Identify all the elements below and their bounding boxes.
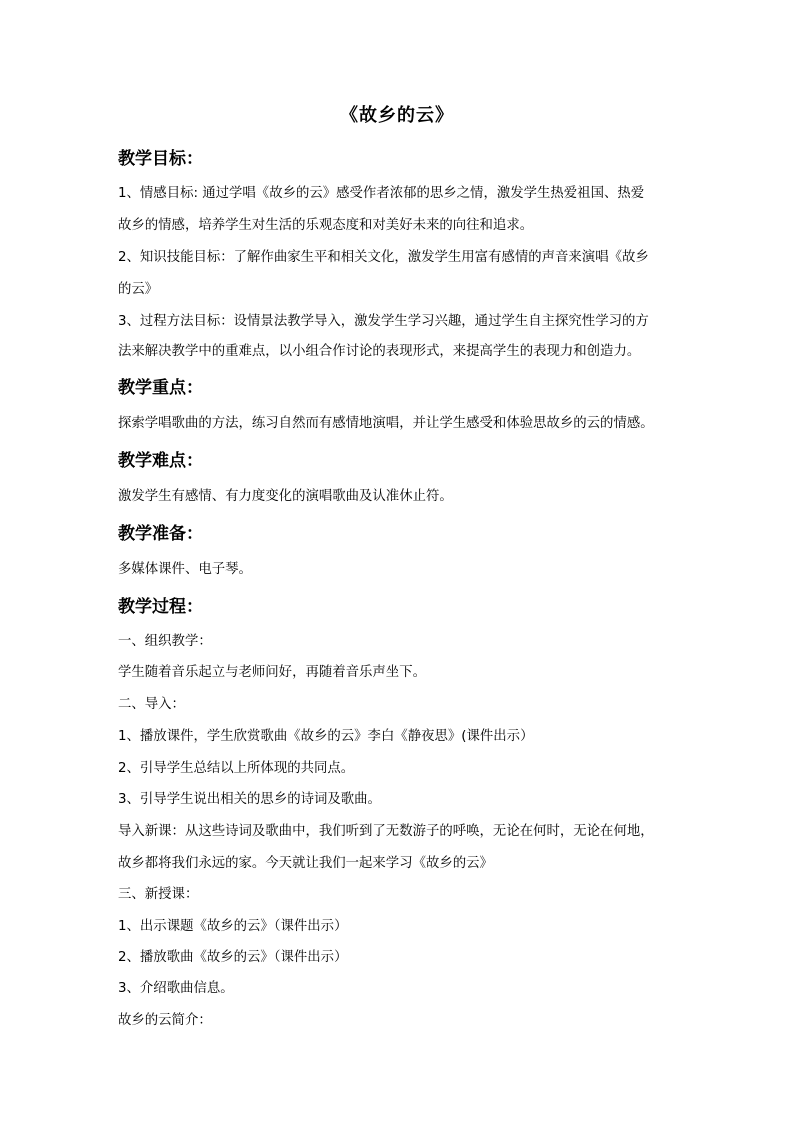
process-line-7: 导入新课：从这些诗词及歌曲中，我们听到了无数游子的呼唤，无论在何时，无论在何地， — [118, 824, 654, 839]
process-line-2: 学生随着音乐起立与老师问好，再随着音乐声坐下。 — [118, 665, 426, 680]
goals-line-6: 法来解决教学中的重难点，以小组合作讨论的表现形式，来提高学生的表现力和创造力。 — [118, 344, 641, 359]
heading-teaching-goals: 教学目标： — [118, 149, 203, 169]
goals-line-1: 1、情感目标: 通过学唱《故乡的云》感受作者浓郁的思乡之情，激发学生热爱祖国、热爱 — [118, 186, 645, 201]
process-line-8: 故乡都将我们永远的家。今天就让我们一起来学习《故乡的云》 — [118, 856, 493, 871]
goals-line-5: 3、过程方法目标：设情景法教学导入，激发学生学习兴趣，通过学生自主探究性学习的方 — [118, 314, 649, 329]
document-title: 《故乡的云》 — [340, 105, 454, 126]
heading-preparation: 教学准备： — [118, 524, 203, 544]
process-line-12: 3、介绍歌曲信息。 — [118, 981, 234, 996]
goals-line-3: 2、知识技能目标：了解作曲家生平和相关文化，激发学生用富有感情的声音来演唱《故乡 — [118, 250, 649, 265]
process-line-4: 1、播放课件，学生欣赏歌曲《故乡的云》李白《静夜思》(课件出示） — [118, 729, 534, 744]
goals-line-2: 故乡的情感，培养学生对生活的乐观态度和对美好未来的向往和追求。 — [118, 218, 534, 233]
difficulties-line-1: 激发学生有感情、有力度变化的演唱歌曲及认准休止符。 — [118, 489, 453, 504]
process-line-9: 三、新授课： — [118, 887, 199, 902]
process-line-5: 2、引导学生总结以上所体现的共同点。 — [118, 761, 355, 776]
process-line-10: 1、出示课题《故乡的云》（课件出示） — [118, 919, 348, 934]
process-line-13: 故乡的云简介： — [118, 1013, 212, 1028]
heading-process: 教学过程： — [118, 597, 203, 617]
process-line-3: 二、导入： — [118, 697, 185, 712]
preparation-line-1: 多媒体课件、电子琴。 — [118, 562, 252, 577]
process-line-11: 2、播放歌曲《故乡的云》（课件出示） — [118, 950, 348, 965]
process-line-1: 一、组织教学： — [118, 634, 212, 649]
key-points-line-1: 探索学唱歌曲的方法，练习自然而有感情地演唱，并让学生感受和体验思故乡的云的情感。 — [118, 416, 654, 431]
process-line-6: 3、引导学生说出相关的思乡的诗词及歌曲。 — [118, 792, 381, 807]
heading-key-points: 教学重点： — [118, 378, 203, 398]
goals-line-4: 的云》 — [118, 282, 159, 297]
heading-difficulties: 教学难点： — [118, 451, 203, 471]
